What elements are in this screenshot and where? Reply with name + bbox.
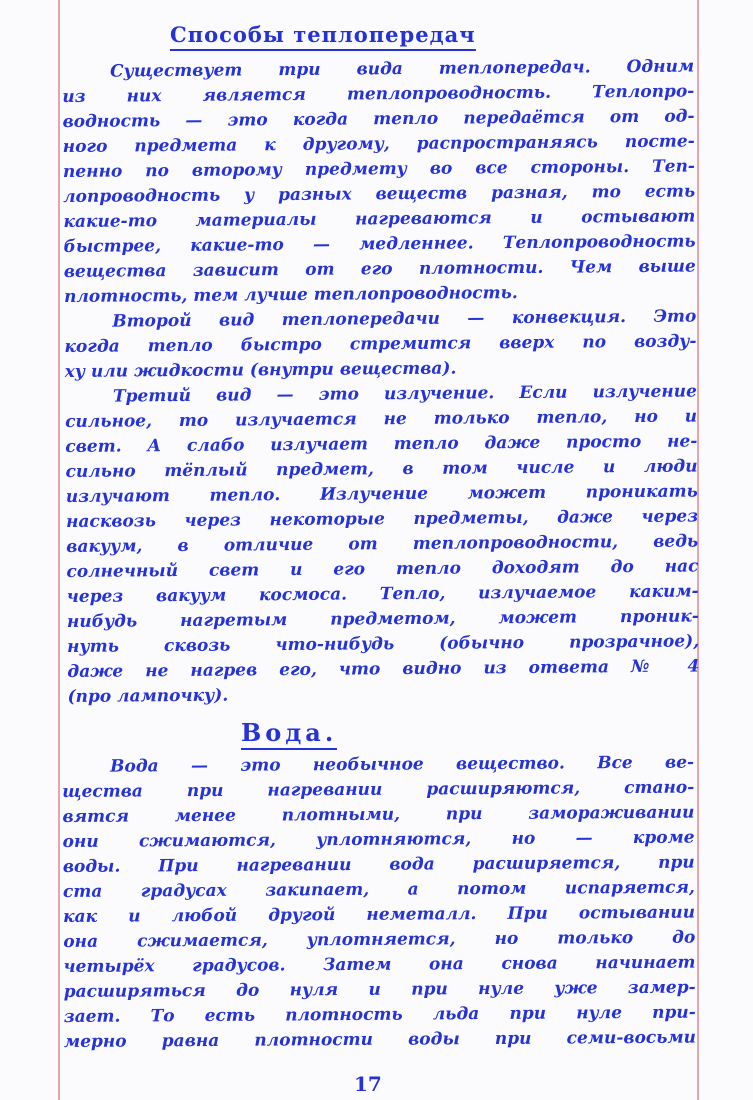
text-line: Второй вид теплопередачи — конвекция. Это (112, 306, 697, 332)
text-line: излучают тепло. Излучение может проникать (65, 481, 698, 507)
text-line: сильно тёплый предмет, в том числе и люди (65, 456, 698, 482)
text-line: щества при нагревании расширяются, стано- (62, 777, 695, 802)
section-heat-transfer-text (62, 54, 700, 709)
text-line: (про лампочку). (67, 685, 229, 707)
text-line: солнечный свет и его тепло доходят до нас (66, 556, 699, 582)
text-line: лопроводность у разных веществ разная, то есть (63, 181, 696, 207)
text-line: ста градусах закипает, а потом испаряется, (62, 877, 696, 902)
text-line: какие-то материалы нагреваются и остывают (63, 206, 696, 232)
text-line: плотность, тем лучше теплопроводность. (63, 283, 518, 307)
text-line: даже не нагрев его, что видно из ответа № 4 (67, 656, 700, 682)
text-line: Существует три вида теплопередач. Одним (110, 56, 695, 82)
text-line: расширяться до нуля и при нуле уже замер- (63, 977, 696, 1002)
text-line: вакуум, в отличие от теплопроводности, ведь (66, 531, 699, 557)
section-title-water: Вода. (241, 718, 337, 750)
text-line: вещества зависит от его плотности. Чем выше (63, 256, 696, 282)
text-line: свет. А слабо излучает тепло даже просто не- (65, 431, 698, 457)
text-line: ху или жидкости (внутри вещества). (64, 358, 457, 382)
text-line: она сжимается, уплотняется, но только до (63, 927, 696, 952)
text-line: зает. То есть плотность льда при нуле при- (63, 1002, 696, 1027)
section-water-text (62, 751, 696, 1055)
text-line: нуть сквозь что-нибудь (обычно прозрачное), (67, 631, 700, 657)
text-line: мерно равна плотности воды при семи-восьми (63, 1027, 697, 1052)
text-line: нибудь нагретым предметом, может проник- (66, 606, 699, 632)
text-line: Третий вид — это излучение. Если излучение (112, 381, 698, 407)
text-line: пенно по второму предмету во все стороны. Теп- (62, 156, 696, 182)
text-line: четырёх градусов. Затем она снова начинает (63, 952, 696, 977)
page-number: 17 (354, 1072, 382, 1096)
text-line: воды. При нагревании вода расширяется, при (62, 852, 695, 877)
text-line: Вода — это необычное вещество. Все ве- (110, 752, 695, 777)
text-line: через вакуум космоса. Тепло, излучаемое каким- (66, 581, 699, 607)
text-line: водность — это когда тепло передаётся от од- (62, 106, 695, 132)
text-line: они сжимаются, уплотняются, но — кроме (62, 827, 695, 852)
text-line: вятся менее плотными, при замораживании (62, 802, 695, 827)
text-line: из них является теплопроводность. Теплопро- (62, 81, 695, 107)
text-line: насквозь через некоторые предметы, даже через (65, 506, 699, 532)
page-title: Способы теплопередач (170, 22, 476, 51)
left-margin-line (58, 0, 60, 1100)
text-line: когда тепло быстро стремится вверх по возду- (64, 331, 697, 357)
text-line: быстрее, какие-то — медленнее. Теплопроводность (63, 231, 696, 257)
text-line: как и любой другой неметалл. При остывании (63, 902, 696, 927)
text-line: сильное, то излучается не только тепло, но и (65, 406, 698, 432)
text-line: ного предмета к другому, распространяясь посте- (62, 131, 695, 157)
